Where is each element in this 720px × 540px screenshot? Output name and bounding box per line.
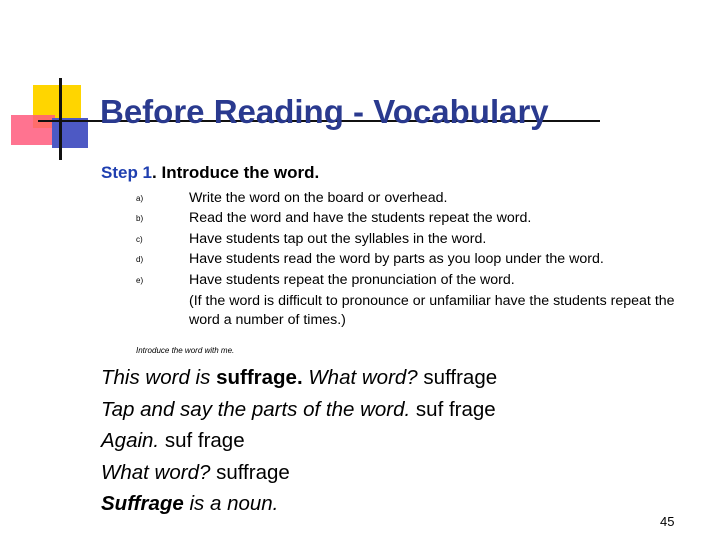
- step-text: . Introduce the word.: [152, 163, 320, 182]
- dialog-line: [101, 457, 497, 489]
- slide-title: Before Reading - Vocabulary: [100, 93, 549, 130]
- list-item: [136, 229, 696, 249]
- dialog-text: is a noun.: [183, 492, 279, 516]
- repeat-note: (If the word is difficult to pronounce or unfamiliar have the students repeat the word a number of times.): [189, 293, 675, 328]
- list-item-text: Have students tap out the syllables in the word.: [189, 230, 487, 247]
- list-marker: c): [136, 234, 143, 244]
- student-response: suf frage: [164, 429, 245, 453]
- list-item-text: Have students read the word by parts as you loop under the word.: [189, 251, 604, 268]
- list-item: [136, 270, 696, 290]
- logo-blue-block: [52, 118, 88, 148]
- step-list: [136, 188, 696, 290]
- logo-vertical-line: [59, 78, 62, 160]
- step-heading: [101, 163, 319, 183]
- dialog-line: [101, 488, 497, 520]
- list-item-text: Read the word and have the students repeat the word.: [189, 210, 532, 227]
- student-response: suffrage: [423, 366, 498, 389]
- dialog-text: Tap and say the parts of the word.: [101, 397, 416, 421]
- target-word: suffrage.: [216, 366, 303, 389]
- list-marker: e): [136, 275, 144, 285]
- student-response: suffrage: [216, 460, 290, 484]
- list-marker: b): [136, 214, 144, 224]
- intro-caption: Introduce the word with me.: [136, 346, 235, 355]
- dialog-text: What word?: [302, 366, 424, 389]
- list-marker: d): [136, 255, 144, 265]
- dialog-line: [101, 394, 497, 426]
- dialog-text: What word?: [101, 460, 217, 484]
- list-item: [136, 249, 696, 269]
- list-item-text: Write the word on the board or overhead.: [189, 190, 448, 206]
- target-word: Suffrage: [101, 492, 184, 516]
- dialog-line: [101, 425, 497, 457]
- student-response: suf frage: [415, 397, 496, 421]
- page-number: 45: [660, 514, 675, 529]
- dialog-text: This word is: [101, 366, 217, 389]
- list-item-text: Have students repeat the pronunciation of the word.: [189, 271, 515, 288]
- list-item: [136, 208, 696, 228]
- list-marker: a): [136, 194, 144, 203]
- dialog-text: Again.: [101, 429, 165, 453]
- dialog-script: [101, 362, 497, 520]
- dialog-line: [101, 362, 497, 394]
- list-item: [136, 188, 696, 208]
- step-label: Step 1: [101, 163, 153, 182]
